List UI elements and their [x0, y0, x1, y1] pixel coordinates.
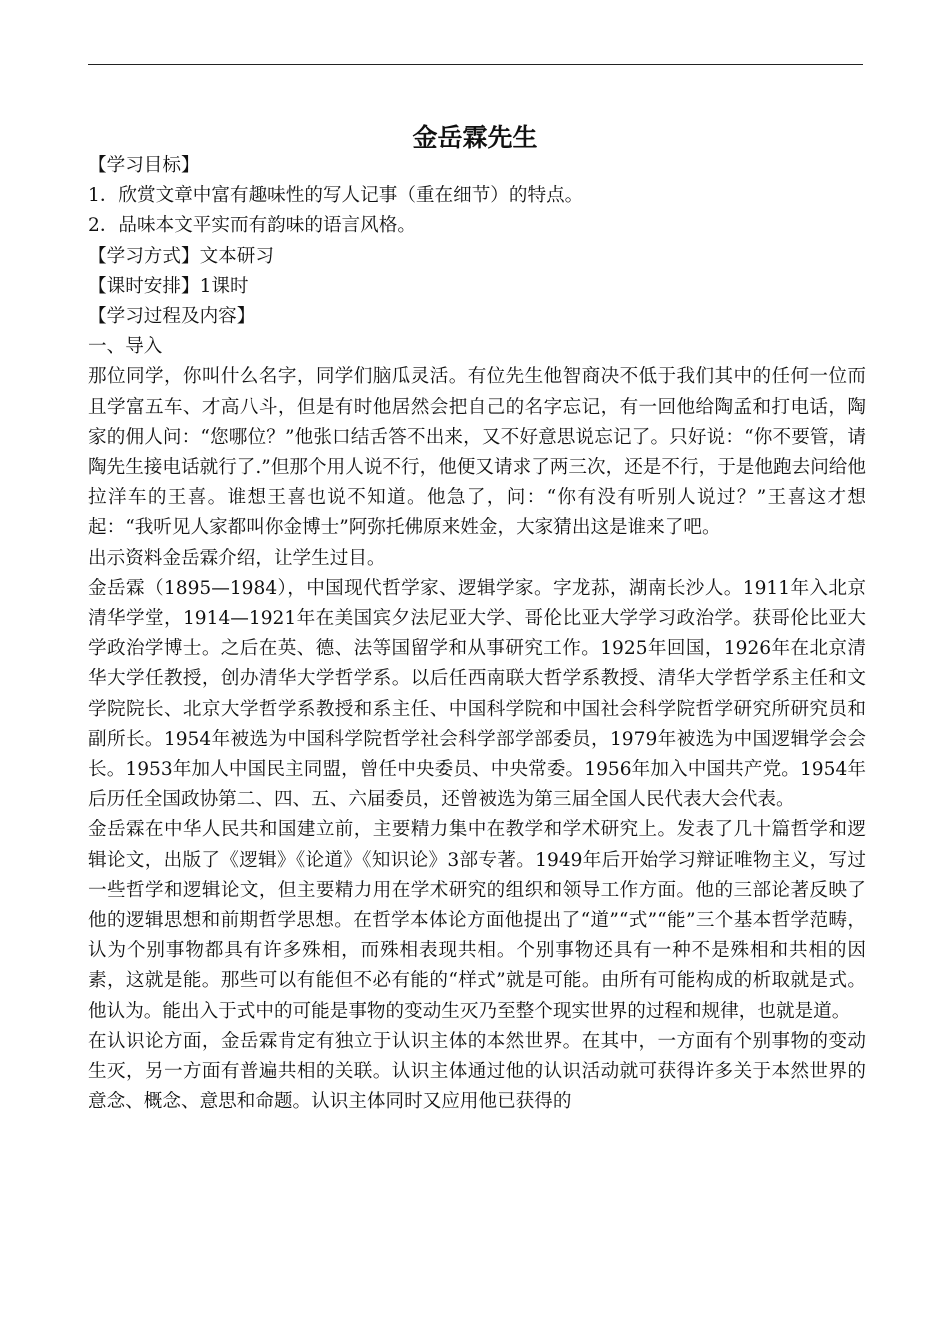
document-body — [88, 151, 866, 1118]
class-time: 【课时安排】1课时 — [88, 275, 249, 297]
goal-item-1: 1．欣赏文章中富有趣味性的写人记事（重在细节）的特点。 — [88, 185, 584, 207]
header-rule — [88, 64, 863, 65]
document-title: 金岳霖先生 — [412, 123, 538, 152]
intro-heading: 一、导入 — [88, 336, 163, 358]
biography-paragraph: 金岳霖（1895—1984），中国现代哲学家、逻辑学家。字龙荪，湖南长沙人。1911年入北京清华学堂，1914—1921年在美国宾夕法尼亚大学、哥伦比亚大学学习政治学。获哥伦比亚大学政治学博士。之后在英、德、法等国留学和从事研究工作。1925年回国，1926年在北京清华大学任教授，创办清华大学哲学系。以后任西南联大哲学系教授、清华大学哲学系主任和文学院院长、北京大学哲学系教授和系主任、中国科学院和中国社会科学院哲学研究所研究员和副所长。1954年被选为中国科学院哲学社会科学部学部委员，1979年被选为中国逻辑学会会长。1953年加人中国民主同盟，曾任中央委员、中央常委。1956年加入中国共产党。1954年后历任全国政协第二、四、五、六届委员，还曾被选为第三届全国人民代表大会代表。 — [88, 577, 866, 811]
process-heading: 【学习过程及内容】 — [88, 306, 256, 328]
goal-heading: 【学习目标】 — [88, 155, 200, 176]
work-paragraph: 金岳霖在中华人民共和国建立前，主要精力集中在教学和学术研究上。发表了几十篇哲学和逻辑论文，出版了《逻辑》《论道》《知识论》3部专著。1949年后开始学习辩证唯物主义，写过一些哲学和逻辑论文，但主要精力用在学术研究的组织和领导工作方面。他的三部论著反映了他的逻辑思想和前期哲学思想。在哲学本体论方面他提出了“道”“式”“能”三个基本哲学范畴，认为个别事物都具有许多殊相，而殊相表现共相。个别事物还具有一种不是殊相和共相的因素，这就是能。那些可以有能但不必有能的“样式”就是可能。由所有可能构成的析取就是式。他认为。能出入于式中的可能是事物的变动生灭乃至整个现实世界的过程和规律，也就是道。 — [88, 819, 866, 1022]
show-material-line: 出示资料金岳霖介绍，让学生过目。 — [88, 547, 386, 569]
intro-story-paragraph: 那位同学，你叫什么名字，同学们脑瓜灵活。有位先生他智商决不低于我们其中的任何一位而且学富五车、才高八斗，但是有时他居然会把自己的名字忘记，有一回他给陶孟和打电话，陶家的佣人问：“您哪位？”他张口结舌答不出来，又不好意思说忘记了。只好说：“你不要管，请陶先生接电话就行了.”但那个用人说不行，他便又请求了两三次，还是不行，于是他跑去问给他拉洋车的王喜。谁想王喜也说不知道。他急了，问：“你有没有听别人说过？”王喜这才想起：“我听见人家都叫你金博士”阿弥托佛原来姓金，大家猜出这是谁来了吧。 — [88, 366, 866, 539]
goal-item-2: 2．品味本文平实而有韵味的语言风格。 — [88, 215, 416, 237]
study-method: 【学习方式】文本研习 — [88, 245, 274, 267]
epistemology-paragraph: 在认识论方面，金岳霖肯定有独立于认识主体的本然世界。在其中，一方面有个别事物的变动生灭，另一方面有普遍共相的关联。认识主体通过他的认识活动就可获得许多关于本然世界的意念、概念、意思和命题。认识主体同时又应用他已获得的 — [88, 1030, 866, 1113]
